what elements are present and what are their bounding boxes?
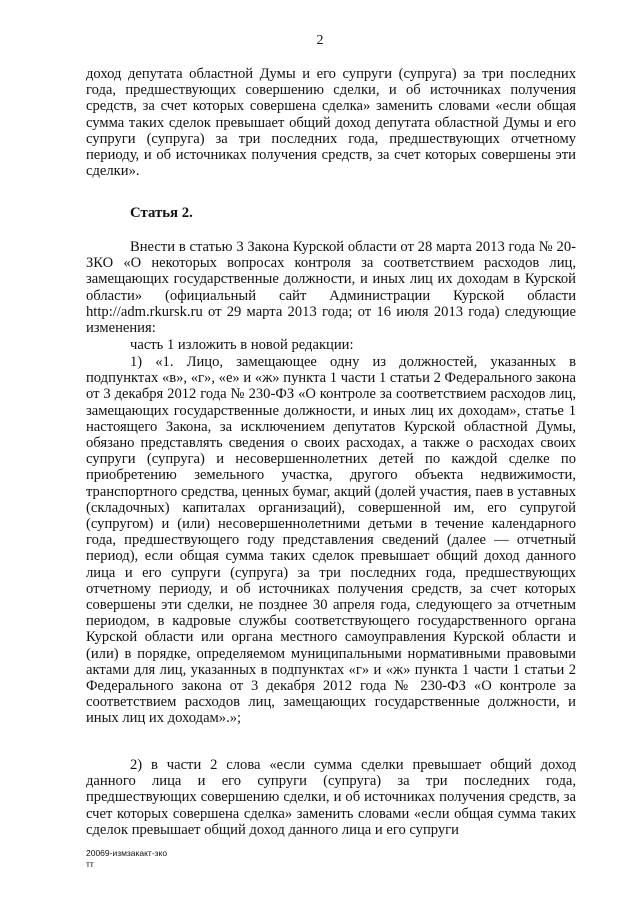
article-heading: Статья 2. (130, 205, 193, 221)
footer-marker: тт (86, 859, 94, 869)
paragraph-text: 1) «1. Лицо, замещающее одну из должностей, указанных в подпунктах «в», «г», «е» и «ж» пункта 1 части 1 статьи 2 Федерального закона от 3 декабря 2012 года № 230-ФЗ «О контроле за соответствием расходов лиц, замещающих государственные должности, и иных лиц их доходам», статье 1 настоящего Закона, за исключением депутатов Курской областной Думы, обязано представлять сведения о своих расходах, а также о расходах своих супруги (супруга) и несовершеннолетних детей по каждой сделке по приобретению земельного участка, другого объекта недвижимости, транспортного средства, ценных бумаг, акций (долей участия, паев в уставных (складочных) капиталах организаций), совершенной им, его супругой (супругом) и (или) несовершеннолетними детьми в течение календарного года, предшествующего году представления сведений (далее — отчетный период), если общая сумма таких сделок превышает общий доход данного лица и его супруги (супруга) за три последних года, предшествующих отчетному периоду, и об источниках получения средств, за счет которых совершены эти сделки, не позднее 30 апреля года, следующего за отчетным периодом, в кадровые службы соответствующего государственного органа Курской области или органа местного самоуправления Курской области и (или) в порядке, определяемом муниципальными нормативными правовыми актами для лиц, указанных в подпунктах «г» и «ж» пункта 1 части 1 статьи 2 Федерального закона от 3 декабря 2012 года № 230-ФЗ «О контроле за соответствием расходов лиц, замещающих государственные должности, и иных лиц их доходам».»; (86, 354, 576, 727)
paragraph-item-1 (86, 354, 576, 727)
paragraph-part1-intro (86, 337, 576, 353)
paragraph-continuation (86, 66, 576, 179)
paragraph-item-2 (86, 757, 576, 838)
paragraph-text: Внести в статью 3 Закона Курской области от 28 марта 2013 года № 20-ЗКО «О некоторых вопросах контроля за соответствием расходов лиц, замещающих государственные должности, и иных лиц их доходам в Курской области» (официальный сайт Администрации Курской области http://adm.rkursk.ru от 29 марта 2013 года; от 16 июля 2013 года) следующие изменения: (86, 239, 576, 337)
document-footer (86, 848, 167, 870)
paragraph-text: 2) в части 2 слова «если сумма сделки превышает общий доход данного лица и его супруги (супруга) за три последних года, предшествующих совершению сделки, и об источниках получения средств, за счет которых совершена сделка» заменить словами «если общая сумма таких сделок превышает общий доход данного лица и его супруги (86, 757, 576, 838)
paragraph-text: часть 1 изложить в новой редакции: (130, 337, 354, 353)
paragraph-amendment-intro (86, 239, 576, 336)
paragraph-text: доход депутата областной Думы и его супруги (супруга) за три последних года, предшествующих совершению сделки, и об источниках получения средств, за счет которых совершена сделка» заменить словами «если общая сумма таких сделок превышает общий доход депутата областной Думы и его супруги (супруга) за три последних года, предшествующих отчетному периоду, и об источниках получения средств, за счет которых совершены эти сделки». (86, 66, 576, 180)
page-number: 2 (316, 33, 324, 48)
footer-code: 20069-измзакакт-зко (86, 848, 168, 858)
